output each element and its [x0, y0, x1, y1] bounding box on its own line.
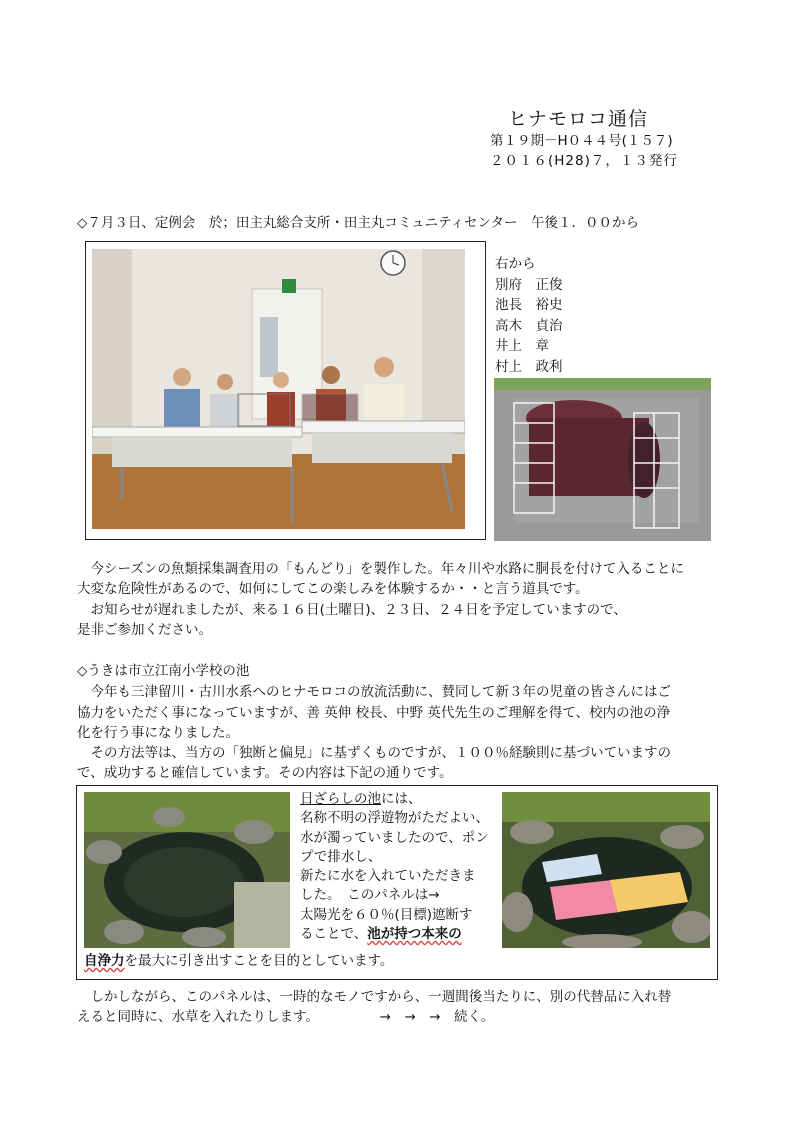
pond-box-line: 名称不明の浮遊物がただよい、: [300, 810, 489, 827]
pond-line: 今年も三津留川・古川水系へのヒナモロコの放流活動に、賛同して新３年の児童の皆さんにはご: [77, 684, 671, 700]
mondori-line: 大変な危険性があるので、如何にしてこの楽しみを体験するか・・と言う道具です。: [77, 581, 589, 597]
name-item: 高木 貞治: [495, 317, 563, 334]
pond-line: 化を行う事になりました。: [77, 725, 239, 741]
newsletter-title: ヒナモロコ通信: [508, 108, 649, 130]
mondori-line: お知らせが遅れましたが、来る１６日(土曜日)、２３日、２４日を予定していますので、: [77, 602, 627, 618]
pond-box-line: プで排水し、: [300, 848, 382, 865]
pond-heading: ◇うきは市立江南小学校の池: [77, 663, 250, 679]
pond-box-line: した。 このパネルは→: [300, 887, 440, 904]
mondori-trap-photo: [494, 378, 711, 541]
closing-line: しかしながら、このパネルは、一時的なモノですから、一週間後当たりに、別の代替品に入れ替: [77, 989, 672, 1005]
name-item: 村上 政利: [495, 358, 563, 375]
pond-box-line: 太陽光を６０％(目標)遮断す: [300, 906, 473, 923]
name-item: 別府 正俊: [495, 276, 563, 293]
pond-line: 協力をいただく事になっていますが、善 英伸 校長、中野 英代先生のご理解を得て、校内の池の浄: [77, 705, 671, 721]
pond-box-last-line: [84, 951, 393, 971]
clock-icon: [381, 251, 405, 275]
issue-date: ２０１６(H28)７，１３発行: [490, 153, 678, 169]
names-list: [495, 254, 563, 377]
pond-box-text: [300, 790, 500, 944]
pond-box-first: 日ざらしの池: [300, 791, 381, 807]
closing-line: えると同時に、水草を入れたりします。 → → → 続く。: [77, 1009, 495, 1025]
pond-box-emphasis: 池が持つ本来の: [367, 926, 462, 943]
name-item: 池長 裕史: [495, 297, 563, 313]
names-caption: 右から: [495, 256, 536, 272]
exit-sign-icon: [282, 279, 296, 293]
meeting-heading: ◇７月３日、定例会 於；田主丸総合支所・田主丸コミュニティセンター 午後１．００から: [77, 215, 639, 231]
name-item: 井上 章: [495, 338, 549, 354]
issue-number: 第１９期－H０４４号(１５７): [490, 133, 673, 149]
pond-photo-panels: [502, 792, 710, 948]
self-purification-emphasis: 自浄力: [84, 953, 125, 969]
pond-box-line: 新たに水を入れていただきま: [300, 868, 476, 885]
pond-line: で、成功すると確信しています。その内容は下記の通りです。: [77, 765, 453, 781]
pond-box-last-rest: を最大に引き出すことを目的としています。: [124, 953, 394, 969]
meeting-photo: [92, 249, 465, 529]
pond-photo-before: [84, 792, 290, 948]
pond-box-line: 水が濁っていましたので、ポン: [300, 829, 489, 846]
pond-box-line: ることで、: [300, 926, 368, 943]
mondori-line: 是非ご参加ください。: [77, 622, 212, 638]
pond-box-line: には、: [381, 791, 422, 807]
pond-line: その方法等は、当方の「独断と偏見」に基ずくものですが、１００％経験則に基づいていますの: [77, 745, 671, 761]
mondori-line: 今シーズンの魚類採集調査用の「もんどり」を製作した。年々川や水路に胴長を付けて入ることに: [77, 561, 684, 577]
